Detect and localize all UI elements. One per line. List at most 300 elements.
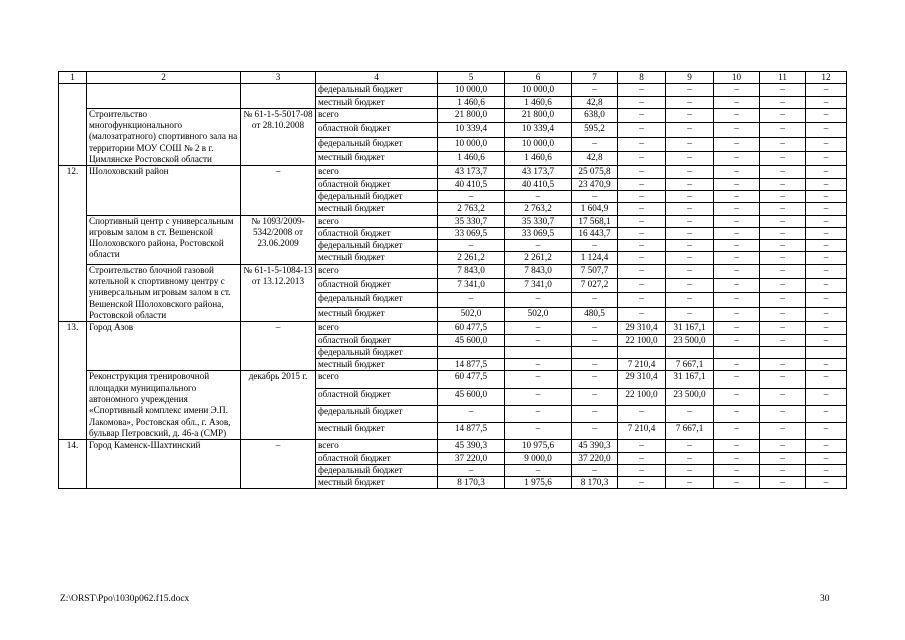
value-cell: 35 330,7 xyxy=(438,215,505,227)
value-cell: 23 500,0 xyxy=(666,334,714,346)
value-cell: – xyxy=(806,203,847,215)
value-cell: 14 877,5 xyxy=(438,359,505,371)
value-cell: – xyxy=(438,190,505,202)
value-cell: – xyxy=(572,137,618,151)
budget-source: местный бюджет xyxy=(316,252,438,264)
value-cell: 2 261,2 xyxy=(438,252,505,264)
value-cell: – xyxy=(618,215,666,227)
value-cell: – xyxy=(714,322,760,334)
value-cell: 23 470,9 xyxy=(572,178,618,190)
value-cell: – xyxy=(806,190,847,202)
value-cell: 10 000,0 xyxy=(505,137,572,151)
value-cell: 29 310,4 xyxy=(618,371,666,388)
document-ref: № 1093/2009-5342/2008 от 23.06.2009 xyxy=(241,215,316,264)
value-cell xyxy=(806,346,847,358)
value-cell: – xyxy=(618,464,666,476)
value-cell: 45 600,0 xyxy=(438,334,505,346)
column-header: 9 xyxy=(666,72,714,84)
object-name: Строительство блочной газовой котельной к спортивному центру с универсальным игровым залом в ст. Вешенской Шолоховского района, Ростовской области xyxy=(87,264,241,321)
value-cell: – xyxy=(572,190,618,202)
value-cell: – xyxy=(618,477,666,489)
value-cell: 45 390,3 xyxy=(438,440,505,452)
value-cell: – xyxy=(505,359,572,371)
value-cell: – xyxy=(714,123,760,137)
value-cell: – xyxy=(618,96,666,108)
value-cell: – xyxy=(572,422,618,439)
value-cell: – xyxy=(714,405,760,422)
value-cell: – xyxy=(806,137,847,151)
value-cell: – xyxy=(714,215,760,227)
value-cell: – xyxy=(714,96,760,108)
value-cell: – xyxy=(618,178,666,190)
budget-source: областной бюджет xyxy=(316,279,438,293)
value-cell: – xyxy=(760,464,806,476)
value-cell xyxy=(666,346,714,358)
value-cell: – xyxy=(806,293,847,307)
value-cell: – xyxy=(806,371,847,388)
table-row xyxy=(59,84,847,96)
value-cell: – xyxy=(618,190,666,202)
value-cell: – xyxy=(505,388,572,405)
value-cell: – xyxy=(618,264,666,278)
object-name: Строительство многофункционального (малозатратного) спортивного зала на территории МОУ СОШ № 2 в г. Цимлянске Ростовской области xyxy=(87,108,241,165)
budget-source: областной бюджет xyxy=(316,123,438,137)
value-cell: – xyxy=(760,240,806,252)
value-cell: – xyxy=(714,227,760,239)
budget-source: всего xyxy=(316,264,438,278)
value-cell: – xyxy=(806,240,847,252)
value-cell: 1 460,6 xyxy=(438,151,505,165)
value-cell: – xyxy=(806,440,847,452)
value-cell: 502,0 xyxy=(505,307,572,321)
value-cell: – xyxy=(760,371,806,388)
budget-source: всего xyxy=(316,440,438,452)
file-path: Z:\ORST\Ppo\1030p062.f15.docx xyxy=(60,594,190,604)
budget-source: федеральный бюджет xyxy=(316,137,438,151)
table-row xyxy=(59,371,847,388)
value-cell: 16 443,7 xyxy=(572,227,618,239)
value-cell: – xyxy=(714,84,760,96)
value-cell: – xyxy=(760,264,806,278)
value-cell: – xyxy=(760,108,806,122)
budget-source: местный бюджет xyxy=(316,477,438,489)
value-cell: 22 100,0 xyxy=(618,388,666,405)
value-cell: – xyxy=(760,322,806,334)
value-cell: – xyxy=(760,137,806,151)
document-ref: декабрь 2015 г. xyxy=(241,371,316,440)
budget-source: всего xyxy=(316,322,438,334)
column-header: 6 xyxy=(505,72,572,84)
value-cell: 37 220,0 xyxy=(438,452,505,464)
value-cell: – xyxy=(666,96,714,108)
value-cell: 1 604,9 xyxy=(572,203,618,215)
value-cell: 7 210,4 xyxy=(618,422,666,439)
value-cell: – xyxy=(760,227,806,239)
column-header: 3 xyxy=(241,72,316,84)
budget-source: местный бюджет xyxy=(316,203,438,215)
value-cell: – xyxy=(714,477,760,489)
value-cell: 33 069,5 xyxy=(438,227,505,239)
value-cell: 2 763,2 xyxy=(438,203,505,215)
value-cell: – xyxy=(806,166,847,178)
value-cell: 22 100,0 xyxy=(618,334,666,346)
budget-source: федеральный бюджет xyxy=(316,84,438,96)
value-cell: – xyxy=(618,252,666,264)
value-cell: 8 170,3 xyxy=(438,477,505,489)
value-cell: – xyxy=(618,452,666,464)
value-cell: – xyxy=(714,203,760,215)
value-cell: – xyxy=(806,108,847,122)
value-cell: – xyxy=(618,166,666,178)
value-cell: – xyxy=(760,190,806,202)
value-cell: 2 261,2 xyxy=(505,252,572,264)
value-cell xyxy=(572,346,618,358)
value-cell: 45 600,0 xyxy=(438,388,505,405)
budget-source: местный бюджет xyxy=(316,359,438,371)
value-cell: – xyxy=(760,279,806,293)
value-cell: – xyxy=(505,293,572,307)
value-cell: – xyxy=(666,240,714,252)
value-cell: – xyxy=(714,388,760,405)
value-cell: 23 500,0 xyxy=(666,388,714,405)
budget-source: всего xyxy=(316,166,438,178)
object-name: Город Азов xyxy=(87,322,241,371)
budget-source: всего xyxy=(316,215,438,227)
value-cell: 60 477,5 xyxy=(438,322,505,334)
object-name: Город Каменск-Шахтинский xyxy=(87,440,241,489)
value-cell xyxy=(618,346,666,358)
value-cell: 25 075,8 xyxy=(572,166,618,178)
budget-source: всего xyxy=(316,108,438,122)
value-cell: 8 170,3 xyxy=(572,477,618,489)
value-cell: – xyxy=(666,477,714,489)
value-cell: – xyxy=(806,422,847,439)
value-cell: – xyxy=(666,464,714,476)
value-cell: – xyxy=(760,477,806,489)
value-cell: – xyxy=(618,440,666,452)
column-header: 4 xyxy=(316,72,438,84)
value-cell: 7 341,0 xyxy=(438,279,505,293)
budget-source: местный бюджет xyxy=(316,422,438,439)
value-cell: – xyxy=(666,264,714,278)
value-cell: 21 800,0 xyxy=(438,108,505,122)
value-cell: – xyxy=(806,178,847,190)
budget-source: областной бюджет xyxy=(316,178,438,190)
value-cell: – xyxy=(760,203,806,215)
budget-source: федеральный бюджет xyxy=(316,293,438,307)
budget-source: федеральный бюджет xyxy=(316,190,438,202)
table-row xyxy=(59,264,847,278)
value-cell: – xyxy=(438,240,505,252)
value-cell: 7 507,7 xyxy=(572,264,618,278)
value-cell: 40 410,5 xyxy=(438,178,505,190)
value-cell: – xyxy=(760,405,806,422)
value-cell: – xyxy=(806,252,847,264)
value-cell: – xyxy=(438,464,505,476)
value-cell xyxy=(760,346,806,358)
value-cell: 33 069,5 xyxy=(505,227,572,239)
value-cell: 9 000,0 xyxy=(505,452,572,464)
value-cell: 10 339,4 xyxy=(505,123,572,137)
value-cell: – xyxy=(714,252,760,264)
value-cell: 43 173,7 xyxy=(438,166,505,178)
value-cell: 10 000,0 xyxy=(438,137,505,151)
value-cell: – xyxy=(714,279,760,293)
budget-source: областной бюджет xyxy=(316,227,438,239)
value-cell: – xyxy=(618,240,666,252)
value-cell: 7 667,1 xyxy=(666,359,714,371)
value-cell: – xyxy=(714,293,760,307)
value-cell: – xyxy=(714,178,760,190)
value-cell: – xyxy=(806,464,847,476)
value-cell: – xyxy=(806,334,847,346)
value-cell: – xyxy=(714,240,760,252)
value-cell: 17 568,1 xyxy=(572,215,618,227)
value-cell: 31 167,1 xyxy=(666,371,714,388)
budget-source: областной бюджет xyxy=(316,388,438,405)
value-cell: – xyxy=(618,405,666,422)
value-cell: – xyxy=(760,123,806,137)
value-cell: – xyxy=(760,166,806,178)
budget-source: федеральный бюджет xyxy=(316,240,438,252)
value-cell: – xyxy=(806,96,847,108)
value-cell: – xyxy=(666,151,714,165)
page-number: 30 xyxy=(820,594,830,604)
value-cell: 43 173,7 xyxy=(505,166,572,178)
value-cell: – xyxy=(714,422,760,439)
value-cell: – xyxy=(505,334,572,346)
value-cell: – xyxy=(760,215,806,227)
value-cell: 10 000,0 xyxy=(505,84,572,96)
value-cell: 60 477,5 xyxy=(438,371,505,388)
value-cell: – xyxy=(618,108,666,122)
value-cell: – xyxy=(714,440,760,452)
value-cell: – xyxy=(666,166,714,178)
value-cell: – xyxy=(806,227,847,239)
value-cell: – xyxy=(618,151,666,165)
budget-source: областной бюджет xyxy=(316,334,438,346)
value-cell: – xyxy=(714,464,760,476)
value-cell: – xyxy=(760,293,806,307)
value-cell: – xyxy=(806,322,847,334)
value-cell: 1 460,6 xyxy=(505,151,572,165)
column-header: 11 xyxy=(760,72,806,84)
value-cell: – xyxy=(714,166,760,178)
column-header: 1 xyxy=(59,72,87,84)
value-cell: – xyxy=(572,84,618,96)
value-cell: 42,8 xyxy=(572,151,618,165)
value-cell: – xyxy=(760,96,806,108)
value-cell: – xyxy=(505,405,572,422)
budget-source: всего xyxy=(316,371,438,388)
column-header: 2 xyxy=(87,72,241,84)
value-cell: – xyxy=(714,371,760,388)
value-cell: – xyxy=(618,123,666,137)
budget-source: федеральный бюджет xyxy=(316,464,438,476)
column-header: 7 xyxy=(572,72,618,84)
row-number xyxy=(59,84,87,166)
value-cell: – xyxy=(572,388,618,405)
value-cell: – xyxy=(714,452,760,464)
value-cell: 35 330,7 xyxy=(505,215,572,227)
table-row xyxy=(59,215,847,227)
value-cell: – xyxy=(505,190,572,202)
budget-source: областной бюджет xyxy=(316,452,438,464)
value-cell: – xyxy=(806,388,847,405)
value-cell: – xyxy=(618,279,666,293)
document-ref: – xyxy=(241,322,316,371)
value-cell: – xyxy=(572,405,618,422)
value-cell: – xyxy=(618,293,666,307)
value-cell: – xyxy=(572,322,618,334)
value-cell xyxy=(714,346,760,358)
value-cell: – xyxy=(806,123,847,137)
value-cell: – xyxy=(666,252,714,264)
value-cell xyxy=(438,346,505,358)
value-cell: 1 460,6 xyxy=(438,96,505,108)
table-row xyxy=(59,322,847,334)
value-cell: 480,5 xyxy=(572,307,618,321)
value-cell: – xyxy=(505,422,572,439)
value-cell: – xyxy=(666,123,714,137)
document-ref: № 61-1-5-1084-13 от 13.12.2013 xyxy=(241,264,316,321)
value-cell: – xyxy=(618,227,666,239)
value-cell: 14 877,5 xyxy=(438,422,505,439)
budget-source: местный бюджет xyxy=(316,307,438,321)
row-number: 14. xyxy=(59,440,87,489)
column-header: 8 xyxy=(618,72,666,84)
budget-source: местный бюджет xyxy=(316,96,438,108)
document-ref: – xyxy=(241,440,316,489)
value-cell: – xyxy=(714,190,760,202)
value-cell: – xyxy=(760,84,806,96)
value-cell: – xyxy=(572,359,618,371)
value-cell: – xyxy=(666,227,714,239)
value-cell: 7 843,0 xyxy=(505,264,572,278)
value-cell: – xyxy=(760,307,806,321)
value-cell: – xyxy=(505,240,572,252)
value-cell: – xyxy=(760,422,806,439)
value-cell: – xyxy=(806,264,847,278)
column-header: 10 xyxy=(714,72,760,84)
value-cell: – xyxy=(714,151,760,165)
value-cell: 40 410,5 xyxy=(505,178,572,190)
row-number: 13. xyxy=(59,322,87,440)
table-row xyxy=(59,166,847,178)
budget-source: федеральный бюджет xyxy=(316,346,438,358)
value-cell: – xyxy=(666,137,714,151)
value-cell: – xyxy=(505,464,572,476)
value-cell: – xyxy=(760,359,806,371)
value-cell: 45 390,3 xyxy=(572,440,618,452)
value-cell: 1 124,4 xyxy=(572,252,618,264)
value-cell: – xyxy=(572,371,618,388)
table-row xyxy=(59,108,847,122)
value-cell: – xyxy=(806,307,847,321)
value-cell: – xyxy=(760,334,806,346)
budget-source: местный бюджет xyxy=(316,151,438,165)
object-name: Реконструкция тренировочной площадки муниципального автономного учреждения «Спортивный комплекс имени Э.П. Лакомова», Ростовская обл., г. Азов, бульвар Петровский, д. 46-а (СМР) xyxy=(87,371,241,440)
row-number: 12. xyxy=(59,166,87,322)
value-cell: – xyxy=(714,108,760,122)
value-cell: – xyxy=(618,203,666,215)
column-header: 12 xyxy=(806,72,847,84)
value-cell xyxy=(505,346,572,358)
value-cell: 1 460,6 xyxy=(505,96,572,108)
value-cell: – xyxy=(806,405,847,422)
value-cell: 7 341,0 xyxy=(505,279,572,293)
value-cell: – xyxy=(666,293,714,307)
value-cell: 10 339,4 xyxy=(438,123,505,137)
value-cell: – xyxy=(666,452,714,464)
value-cell: – xyxy=(806,359,847,371)
header-row xyxy=(59,72,847,84)
value-cell: – xyxy=(572,240,618,252)
value-cell: – xyxy=(806,279,847,293)
value-cell: 638,0 xyxy=(572,108,618,122)
value-cell: 7 667,1 xyxy=(666,422,714,439)
value-cell: – xyxy=(714,334,760,346)
value-cell: – xyxy=(714,359,760,371)
value-cell: – xyxy=(618,84,666,96)
value-cell: 2 763,2 xyxy=(505,203,572,215)
value-cell: – xyxy=(666,190,714,202)
value-cell: – xyxy=(760,252,806,264)
value-cell: – xyxy=(572,334,618,346)
document-ref: – xyxy=(241,166,316,215)
value-cell: – xyxy=(572,293,618,307)
budget-table xyxy=(58,71,847,489)
value-cell: 10 000,0 xyxy=(438,84,505,96)
value-cell: 10 975,6 xyxy=(505,440,572,452)
value-cell: – xyxy=(618,307,666,321)
value-cell: – xyxy=(572,464,618,476)
value-cell: 502,0 xyxy=(438,307,505,321)
value-cell: 7 210,4 xyxy=(618,359,666,371)
value-cell: – xyxy=(666,178,714,190)
value-cell: – xyxy=(666,307,714,321)
object-name: Шолоховский район xyxy=(87,166,241,215)
value-cell: – xyxy=(714,264,760,278)
value-cell: – xyxy=(666,279,714,293)
value-cell: – xyxy=(666,203,714,215)
value-cell: 7 027,2 xyxy=(572,279,618,293)
value-cell: 595,2 xyxy=(572,123,618,137)
value-cell: – xyxy=(666,440,714,452)
object-name xyxy=(87,84,241,109)
value-cell: – xyxy=(806,84,847,96)
table-row xyxy=(59,440,847,452)
value-cell: – xyxy=(714,137,760,151)
value-cell: – xyxy=(438,405,505,422)
value-cell: 31 167,1 xyxy=(666,322,714,334)
value-cell: 1 975,6 xyxy=(505,477,572,489)
value-cell: – xyxy=(760,178,806,190)
budget-source: федеральный бюджет xyxy=(316,405,438,422)
value-cell: – xyxy=(760,452,806,464)
value-cell: – xyxy=(806,452,847,464)
value-cell: – xyxy=(618,137,666,151)
value-cell: 7 843,0 xyxy=(438,264,505,278)
value-cell: – xyxy=(806,477,847,489)
value-cell: – xyxy=(438,293,505,307)
value-cell: 37 220,0 xyxy=(572,452,618,464)
value-cell: 42,8 xyxy=(572,96,618,108)
document-ref xyxy=(241,84,316,109)
value-cell: – xyxy=(666,84,714,96)
object-name: Спортивный центр с универсальным игровым залом в ст. Вешенской Шолоховского района, Ростовской области xyxy=(87,215,241,264)
value-cell: – xyxy=(666,108,714,122)
